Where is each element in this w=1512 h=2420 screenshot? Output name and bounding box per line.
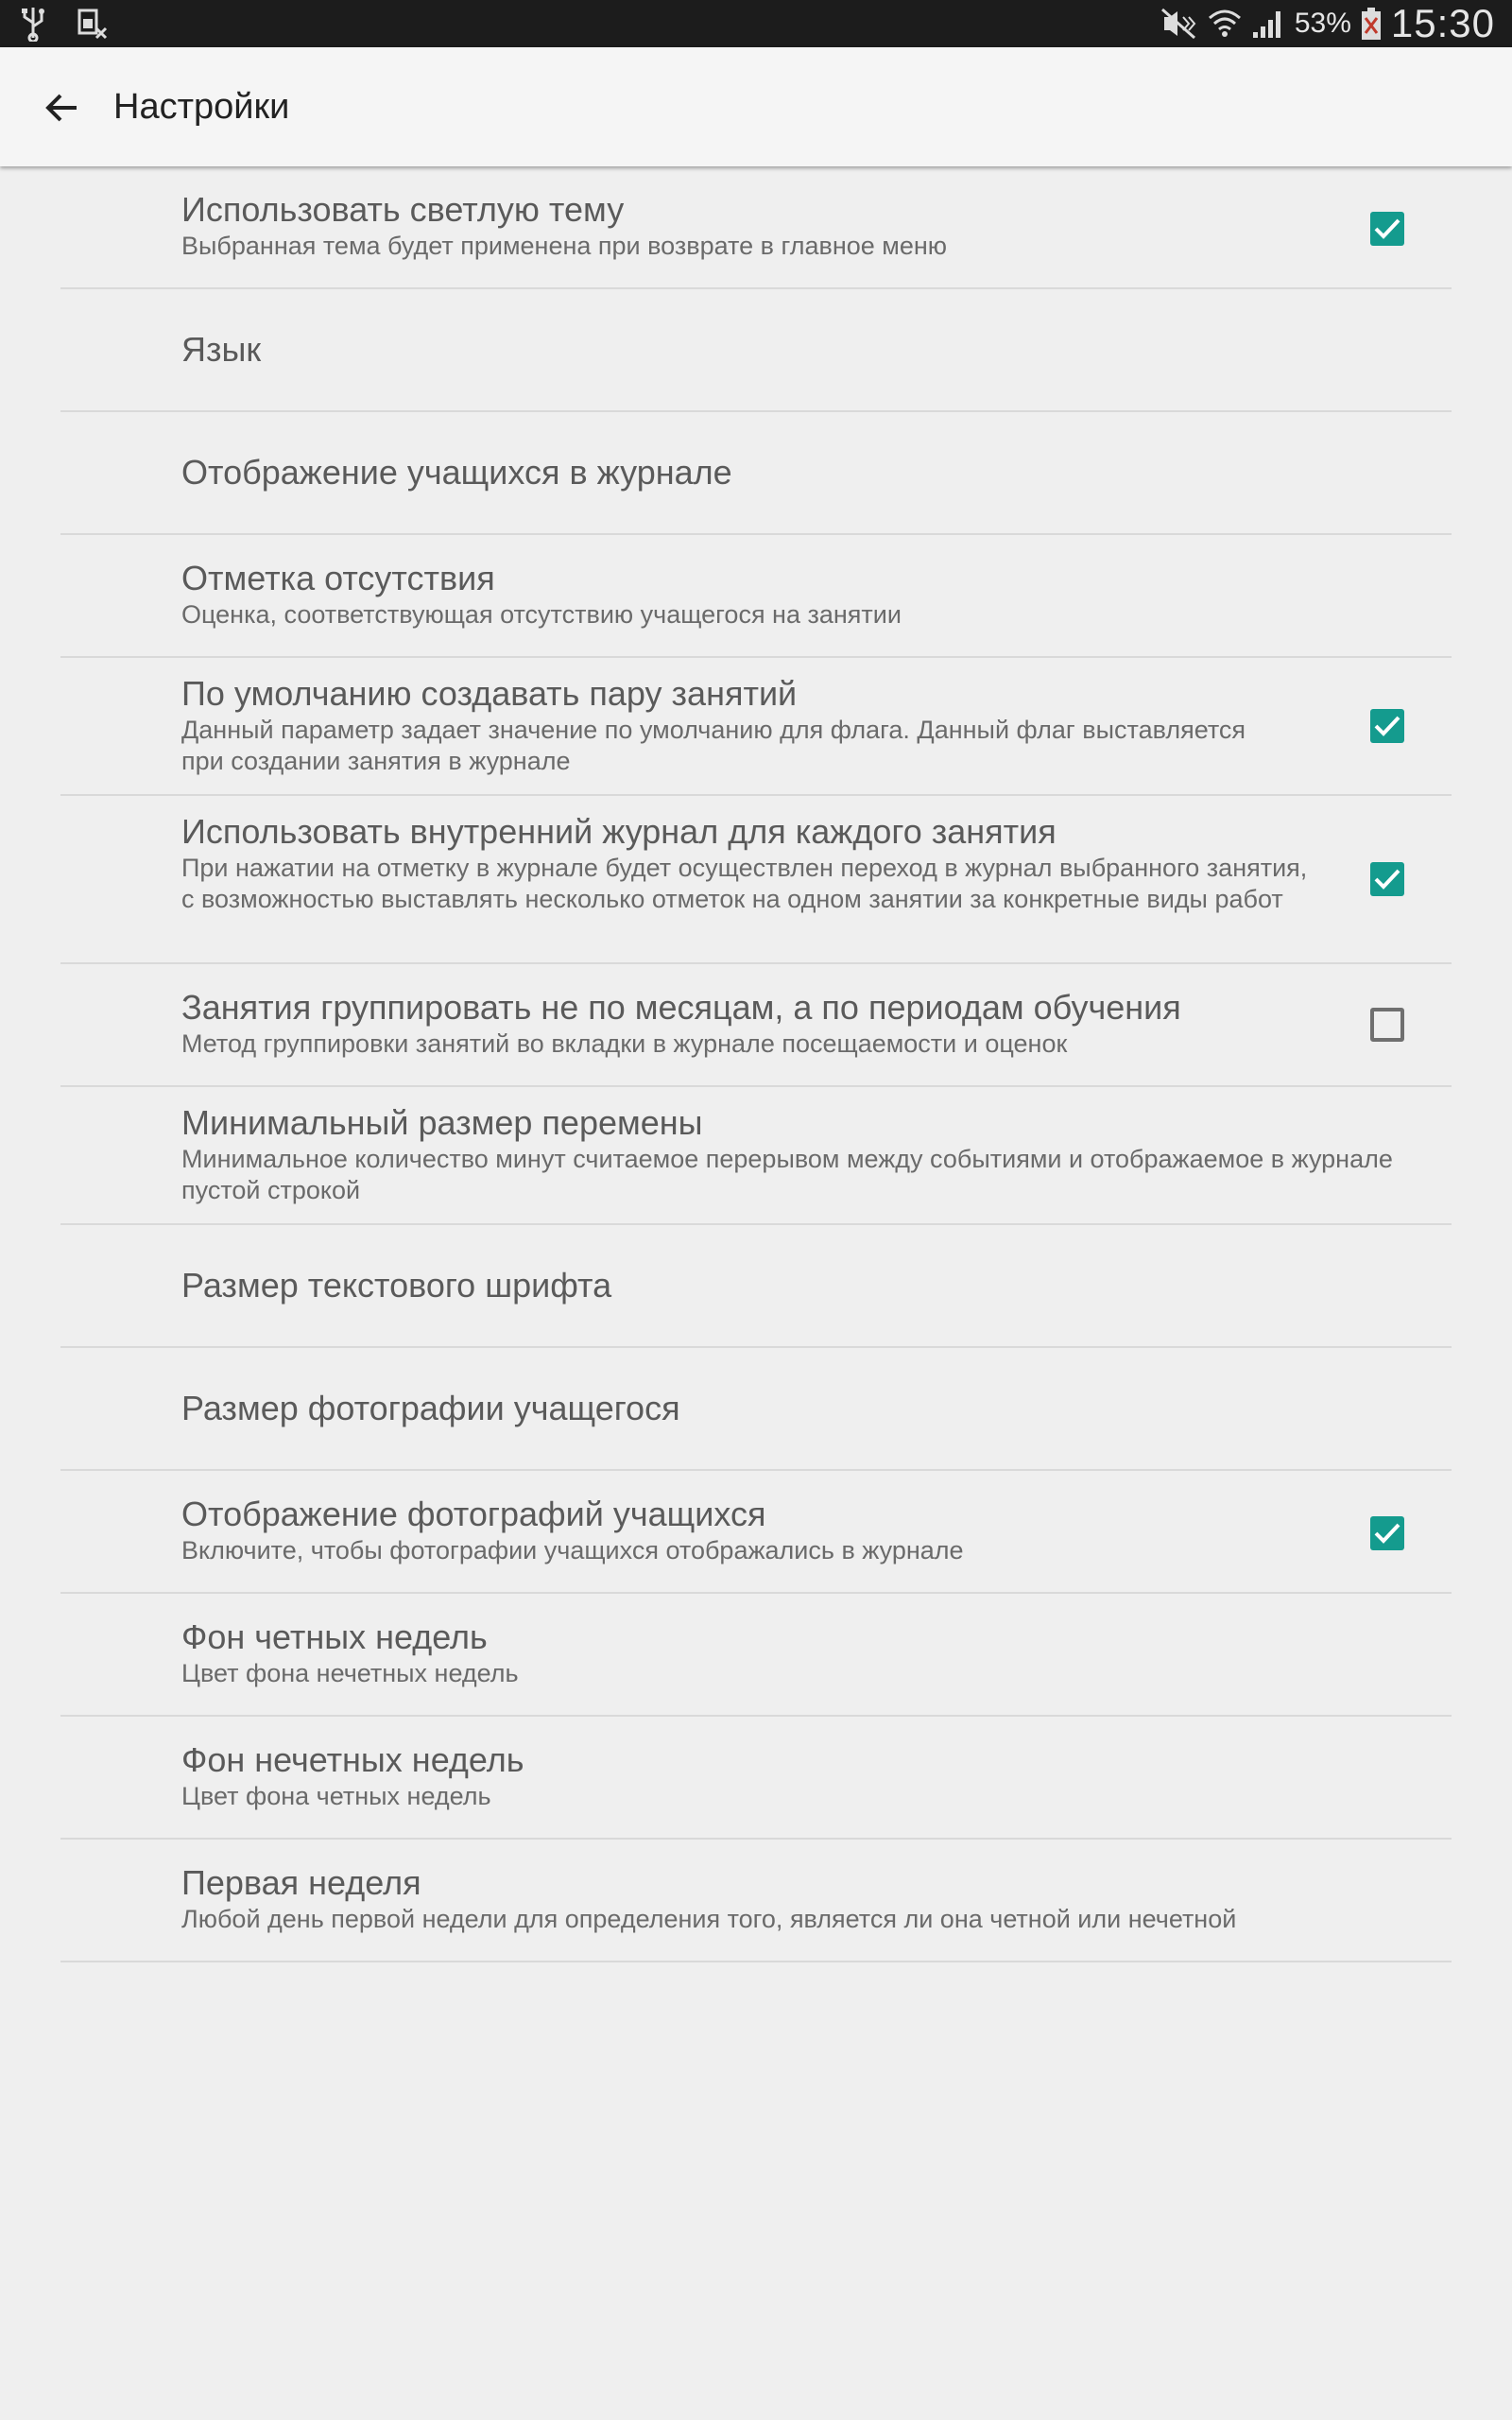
setting-summary: Цвет фона нечетных недель (181, 1659, 519, 1687)
setting-language[interactable] (60, 289, 1452, 412)
signal-icon (1251, 8, 1285, 40)
group-by-periods-checkbox[interactable] (1370, 1008, 1404, 1042)
light-theme-checkbox[interactable] (1370, 212, 1404, 246)
status-bar (0, 0, 1512, 47)
setting-summary: Цвет фона четных недель (181, 1782, 491, 1810)
setting-title: Первая неделя (181, 1863, 421, 1902)
battery-icon (1361, 7, 1382, 41)
setting-summary: Минимальное количество минут считаемое перерывом между событиями и отображаемое в журнале пустой строкой (181, 1145, 1393, 1204)
settings-list (0, 166, 1512, 1962)
setting-title: Размер текстового шрифта (181, 1266, 612, 1305)
setting-title: Фон нечетных недель (181, 1740, 524, 1779)
setting-summary: Включите, чтобы фотографии учащихся отображались в журнале (181, 1536, 964, 1564)
usb-icon (19, 6, 47, 42)
show-photos-checkbox[interactable] (1370, 1516, 1404, 1550)
sim-icon (76, 8, 108, 40)
clock: 15:30 (1390, 1, 1495, 45)
setting-title: Фон четных недель (181, 1617, 488, 1656)
setting-show-photos[interactable] (60, 1471, 1452, 1594)
setting-group-by-periods[interactable] (60, 964, 1452, 1087)
setting-title: Отображение фотографий учащихся (181, 1495, 766, 1533)
setting-summary: Любой день первой недели для определения того, является ли она четной или нечетной (181, 1905, 1237, 1933)
setting-summary: Данный параметр задает значение по умолчанию для флага. Данный флаг выставляется при создании занятия в журнале (181, 716, 1246, 775)
back-button[interactable] (36, 81, 89, 134)
battery-percent: 53% (1294, 8, 1351, 39)
setting-title: Отметка отсутствия (181, 559, 495, 597)
arrow-back-icon (45, 91, 79, 125)
setting-title: Язык (181, 330, 262, 369)
check-icon (1374, 1521, 1400, 1546)
wifi-icon (1208, 7, 1242, 41)
setting-title: Размер фотографии учащегося (181, 1389, 680, 1427)
check-icon (1374, 714, 1400, 738)
setting-first-week[interactable] (60, 1840, 1452, 1962)
check-icon (1374, 216, 1400, 241)
setting-font-size[interactable] (60, 1225, 1452, 1348)
setting-summary: Выбранная тема будет применена при возврате в главное меню (181, 232, 948, 260)
app-bar (0, 47, 1512, 166)
setting-photo-size[interactable] (60, 1348, 1452, 1471)
setting-min-break[interactable] (60, 1087, 1452, 1225)
setting-students-display[interactable] (60, 412, 1452, 535)
check-icon (1374, 867, 1400, 891)
setting-summary: Метод группировки занятий во вкладки в журнале посещаемости и оценок (181, 1029, 1068, 1058)
setting-title: Использовать светлую тему (181, 190, 625, 229)
internal-journal-checkbox[interactable] (1370, 862, 1404, 896)
setting-default-pair[interactable] (60, 658, 1452, 796)
setting-title: По умолчанию создавать пару занятий (181, 674, 798, 713)
setting-absence-mark[interactable] (60, 535, 1452, 658)
setting-internal-journal[interactable] (60, 796, 1452, 964)
setting-even-weeks-bg[interactable] (60, 1594, 1452, 1717)
setting-title: Отображение учащихся в журнале (181, 453, 732, 492)
setting-odd-weeks-bg[interactable] (60, 1717, 1452, 1840)
setting-title: Занятия группировать не по месяцам, а по периодам обучения (181, 988, 1181, 1027)
silent-icon (1160, 8, 1198, 40)
page-title: Настройки (113, 87, 290, 127)
setting-summary: При нажатии на отметку в журнале будет осуществлен переход в журнал выбранного занятия, с возможностью выставлять несколько отметок на одном занятии за конкретные виды работ (181, 854, 1308, 913)
default-pair-checkbox[interactable] (1370, 709, 1404, 743)
setting-title: Использовать внутренний журнал для каждого занятия (181, 812, 1057, 851)
setting-summary: Оценка, соответствующая отсутствию учащегося на занятии (181, 600, 902, 629)
setting-title: Минимальный размер перемены (181, 1103, 703, 1142)
setting-light-theme[interactable] (60, 166, 1452, 289)
